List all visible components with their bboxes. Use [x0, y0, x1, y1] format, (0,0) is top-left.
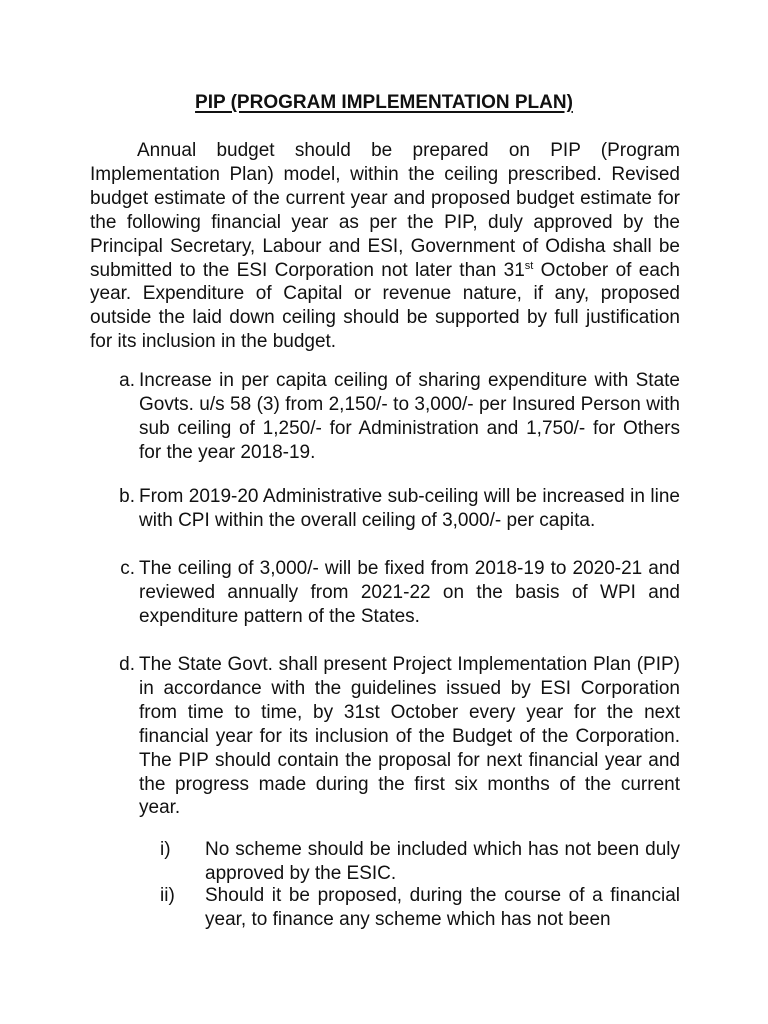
- sub-item-text: Should it be proposed, during the course of a financial year, to finance any scheme which has not been: [205, 885, 680, 930]
- list-item-text: Increase in per capita ceiling of sharing expenditure with State Govts. u/s 58 (3) from 2,150/- to 3,000/- per Insured Person with sub ceiling of 1,250/- for Administration and 1,750/- for Others for the year 2018-19.: [139, 370, 680, 463]
- sub-item-ii: [156, 884, 680, 932]
- list-item-b: [90, 485, 680, 533]
- intro-text-end: October of each year. Expenditure of Capital or revenue nature, if any, proposed outside the laid down ceiling should be supported by full justification for its inclusion in the budget.: [90, 259, 680, 353]
- intro-superscript: st: [524, 259, 534, 272]
- intro-paragraph: [90, 139, 680, 354]
- list-marker: b.: [119, 486, 135, 507]
- list-item-text: From 2019-20 Administrative sub-ceiling will be increased in line with CPI within the overall ceiling of 3,000/- per capita.: [139, 486, 680, 531]
- intro-text-start: Annual budget should be prepared on PIP (Program Implementation Plan) model, within the ceiling prescribed. Revised budget estimate of the current year and proposed budget estimate for the following financial year as per the PIP, duly approved by the Principal Secretary, Labour and ESI, Government of Odisha shall be submitted to the ESI Corporation not later than 31: [90, 140, 680, 281]
- sub-item-i: [156, 838, 680, 886]
- sub-list-marker: ii): [160, 885, 175, 906]
- list-item-a: [90, 369, 680, 465]
- sub-list-marker: i): [160, 839, 171, 860]
- list-item-c: [90, 557, 680, 629]
- list-marker: c.: [120, 558, 135, 579]
- list-item-text: The State Govt. shall present Project Implementation Plan (PIP) in accordance with the guidelines issued by ESI Corporation from time to time, by 31st October every year for the next financial year for its inclusion of the Budget of the Corporation. The PIP should contain the proposal for next financial year and the progress made during the first six months of the current year.: [139, 654, 680, 819]
- page-title: PIP (PROGRAM IMPLEMENTATION PLAN): [195, 92, 573, 113]
- list-item-text: The ceiling of 3,000/- will be fixed from 2018-19 to 2020-21 and reviewed annually from 2021-22 on the basis of WPI and expenditure pattern of the States.: [139, 558, 680, 627]
- list-marker: d.: [119, 654, 135, 675]
- list-item-d: [90, 653, 680, 820]
- list-marker: a.: [119, 370, 135, 391]
- sub-item-text: No scheme should be included which has not been duly approved by the ESIC.: [205, 839, 680, 884]
